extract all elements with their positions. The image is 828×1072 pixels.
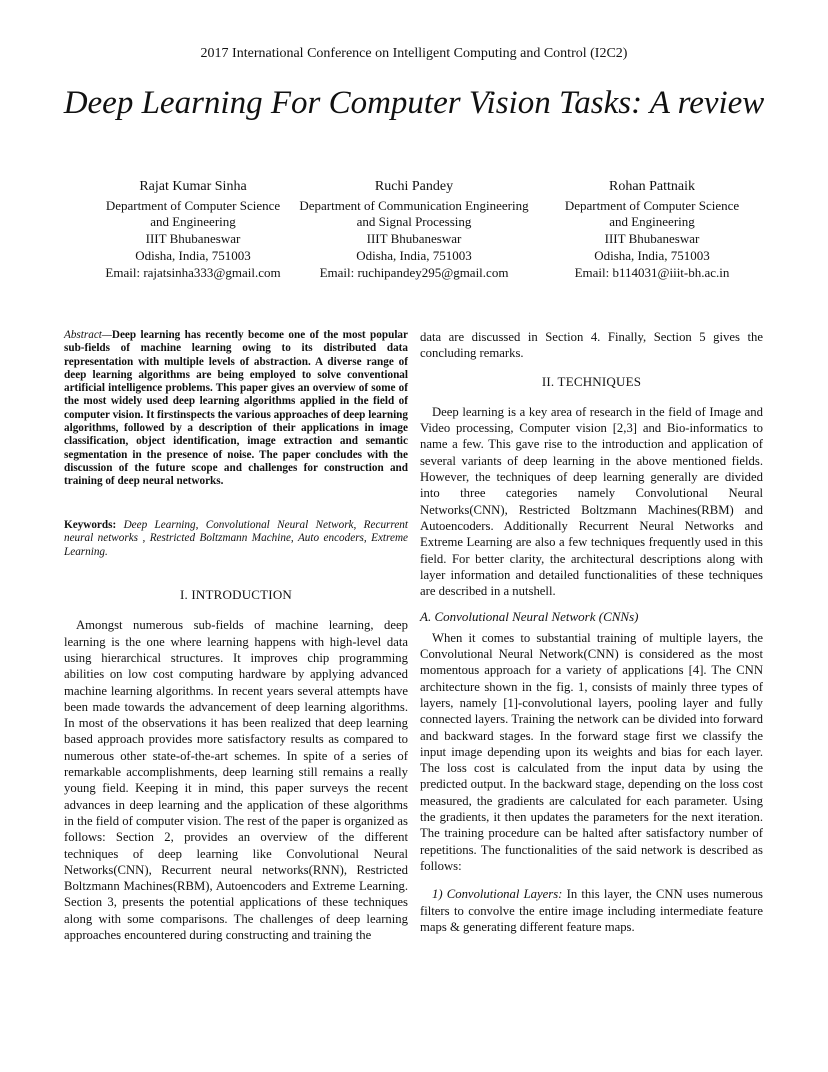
abstract-text: Deep learning has recently become one of the most popular sub-fields of machine learning owing to its distributed data representation with multiple levels of abstraction. A diverse range of deep learning algorithms are being employed to solve conventional artificial intelligence problems. This paper gives an overview of some of the most widely used deep learning algorithms applied in the field of computer vision. It firstinspects the various approaches of deep learning algorithms, followed by a description of their applications in image classification, object identification, image extraction and semantic segmentation in the presence of noise. The paper concludes with the discussion of the future scope and challenges for construction and training of deep neural networks. (64, 329, 408, 488)
right-column (420, 329, 763, 935)
author-block-3 (547, 179, 757, 281)
author-institute: IIIT Bhubaneswar (145, 231, 241, 247)
author-location: Odisha, India, 751003 (135, 247, 251, 263)
conv-layers-text: In this layer, the CNN uses numerous filters to convolve the entire image including intermediate feature maps & generating different feature maps. (420, 887, 763, 934)
author-block-2 (289, 179, 539, 281)
author-dept: Department of Computer Science (564, 197, 740, 213)
author-location: Odisha, India, 751003 (594, 247, 710, 263)
section-heading-techniques: II. TECHNIQUES (541, 373, 642, 389)
abstract-lead: Abstract— (64, 329, 112, 341)
author-name: Rajat Kumar Sinha (139, 179, 247, 194)
author-name: Ruchi Pandey (374, 179, 454, 194)
author-dept: and Engineering (609, 214, 695, 230)
author-institute: IIIT Bhubaneswar (604, 231, 700, 247)
author-dept: Department of Computer Science (105, 197, 281, 213)
keywords-text: Deep Learning, Convolutional Neural Network, Recurrent neural networks , Restricted Boltzmann Machine, Auto encoders, Extreme Learning. (64, 518, 408, 558)
keywords (64, 519, 408, 560)
introduction-continued: data are discussed in Section 4. Finally, Section 5 gives the concluding remarks. (420, 330, 763, 361)
author-email: Email: rajatsinha333@gmail.com (105, 264, 281, 280)
conv-layers-lead: 1) Convolutional Layers: (432, 887, 563, 902)
cnn-paragraph: When it comes to substantial training of multiple layers, the Convolutional Neural Network(CNN) is considered as the most momentous approach for a variety of applications [4]. The CNN architecture shown in the fig. 1, consists of mainly three types of layers, namely [1]-convolutional layers, pooling layer and fully connected layers. Training the network can be divided into forward and backward stages. In the forward stage first we classify the input image depending upon its weights and bias for each layer. The loss cost is calculated from the input data by using the predicted output. In the backward stage, depending on the loss cost measured, the gradients are calculated for each parameter. Using the gradients, it then updates the parameters for the next iteration. The training procedure can be halted after satisfactory number of repetitions. The functionalities of the said network is described as follows: (420, 630, 763, 873)
abstract (64, 329, 408, 489)
section-heading-introduction: I. INTRODUCTION (179, 587, 293, 603)
keywords-lead: Keywords: (64, 518, 117, 531)
author-dept: and Engineering (150, 214, 236, 230)
conference-header: 2017 International Conference on Intelligent Computing and Control (I2C2) (200, 46, 628, 61)
author-location: Odisha, India, 751003 (356, 247, 472, 263)
author-block-1 (88, 179, 298, 281)
author-dept: and Signal Processing (356, 214, 472, 230)
author-email: Email: ruchipandey295@gmail.com (319, 264, 509, 280)
author-dept: Department of Communication Engineering (299, 197, 529, 213)
subsection-heading-cnn: A. Convolutional Neural Network (CNNs) (420, 609, 639, 625)
conv-layers-paragraph (420, 886, 763, 935)
author-name: Rohan Pattnaik (609, 179, 695, 194)
author-institute: IIIT Bhubaneswar (366, 231, 462, 247)
author-email: Email: b114031@iiit-bh.ac.in (574, 264, 730, 280)
paper-title: Deep Learning For Computer Vision Tasks: A review (63, 85, 765, 121)
techniques-paragraph: Deep learning is a key area of research in the field of Image and Video processing, Computer vision [2,3] and Bio-informatics to name a few. This gave rise to the introduction and application of several variants of deep learning in the above mentioned fields. However, the techniques of deep learning generally are divided into three categories namely Convolutional Neural Networks(CNN), Restricted Boltzmann Machines(RBM) and Autoencoders. Additionally Recurrent Neural Networks and Extreme Learning are also a few techniques frequently used in this field. For better clarity, the architectural descriptions along with layer information and detailed functionalities of these techniques are described in a nutshell. (420, 404, 763, 599)
left-column (64, 329, 408, 943)
introduction-paragraph: Amongst numerous sub-fields of machine learning, deep learning is the one where learning happens with high-level data using hierarchical structures. It improves chip programming abilities on low cost computing hardware by applying advanced machine learning algorithms. In recent years several attempts have been made towards the advancement of deep learning algorithms. In most of the observations it has been realized that deep learning based approach provides more satisfactory results as compared to numerous other state-of-the-art schemes. In spite of a series of remarkable accomplishments, deep learning still remains a really young field. Keeping it in mind, this paper surveys the recent advances in deep learning and the application of these algorithms in the field of computer vision. The rest of the paper is organized as follows: Section 2, provides an overview of the different techniques of deep learning like Convolutional Neural Networks(CNN), Recurrent neural networks(RNN), Restricted Boltzmann Machines(RBM), Autoencoders and Extreme Learning. Section 3, presents the potential applications of these techniques along with some comparisons. The challenges of deep learning approaches encountered during constructing and training the (64, 618, 408, 942)
